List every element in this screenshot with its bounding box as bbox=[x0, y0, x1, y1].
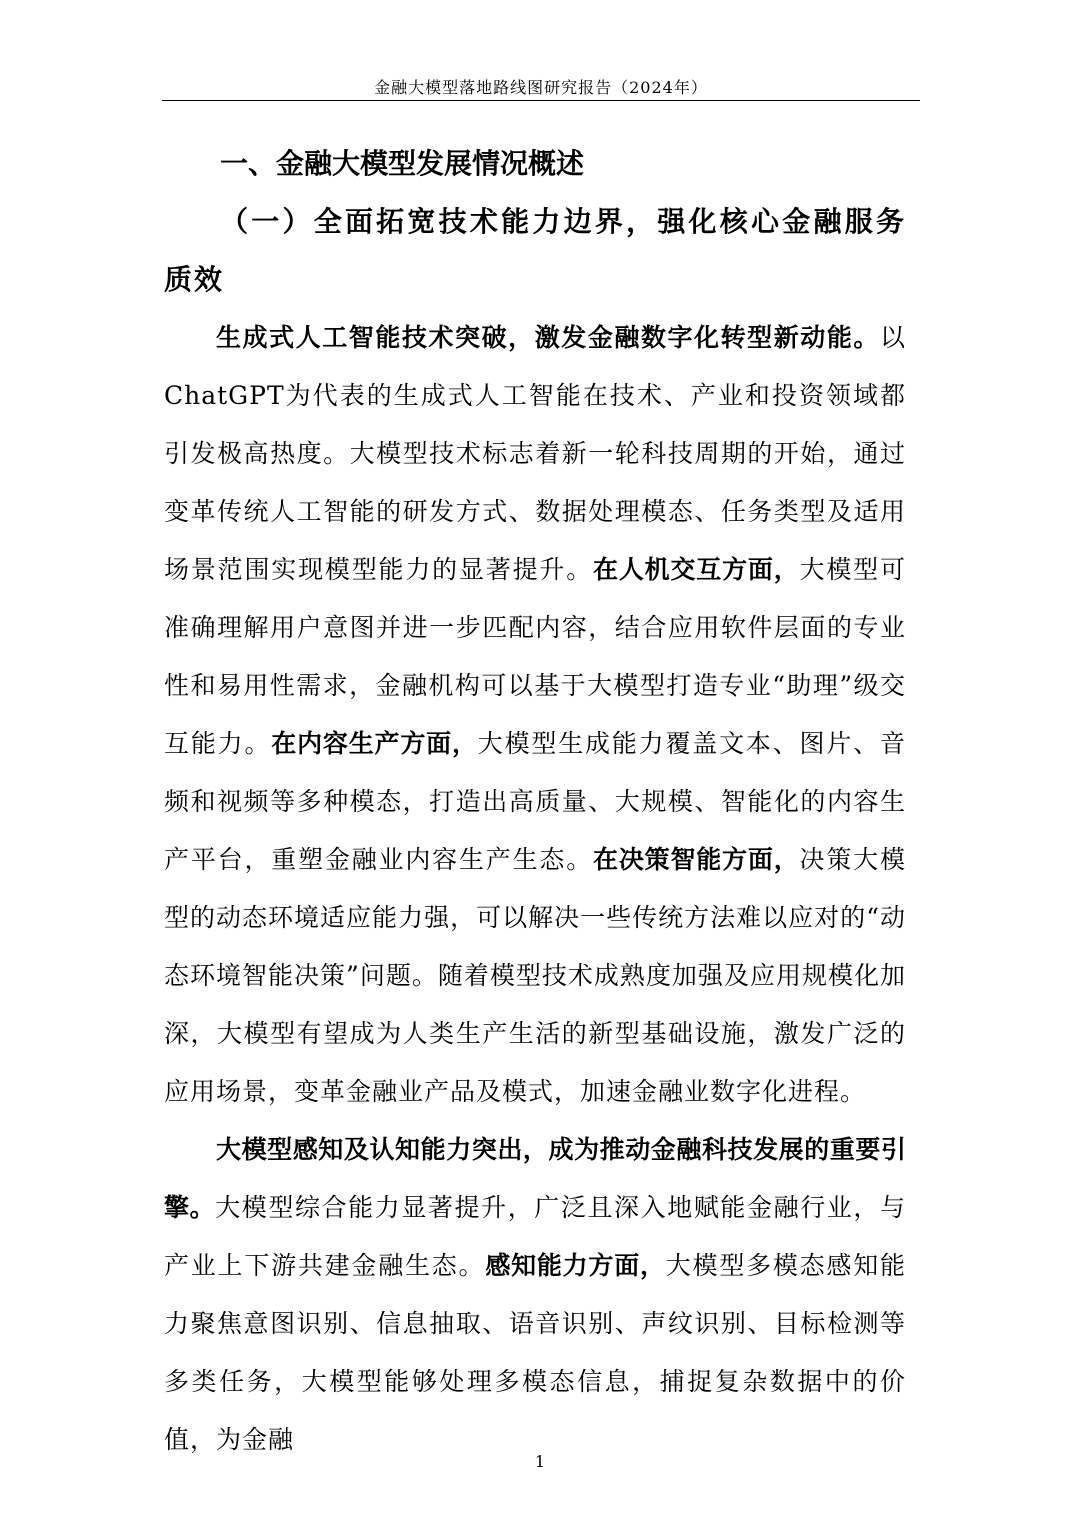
paragraph-2-text-1: 大模型综合能力显著提升，广泛且深入地赋能金融行业，与产业上下游共建金融生态。 bbox=[164, 1193, 906, 1280]
paragraph-1 bbox=[164, 309, 906, 1121]
header-divider bbox=[162, 100, 920, 101]
paragraph-2-text-2: 大模型多模态感知能力聚焦意图识别、信息抽取、语音识别、声纹识别、目标检测等多类任务，大模型能够处理多模态信息，捕捉复杂数据中的价值，为金融 bbox=[164, 1251, 906, 1454]
paragraph-2 bbox=[164, 1121, 906, 1469]
page-number: 1 bbox=[534, 1452, 546, 1471]
page-content bbox=[164, 135, 906, 1469]
running-header: 金融大模型落地路线图研究报告（2024年） bbox=[374, 78, 708, 97]
section-heading: 一、金融大模型发展情况概述 bbox=[220, 147, 585, 180]
subsection-heading: （一）全面拓宽技术能力边界，强化核心金融服务质效 bbox=[164, 205, 906, 296]
paragraph-1-text-1: 以ChatGPT为代表的生成式人工智能在技术、产业和投资领域都引发极高热度。大模型技术标志着新一轮科技周期的开始，通过变革传统人工智能的研发方式、数据处理模态、任务类型及适用场景范围实现模型能力的显著提升。 bbox=[164, 323, 906, 584]
paragraph-1-text-3: 大模型生成能力覆盖文本、图片、音频和视频等多种模态，打造出高质量、大规模、智能化的内容生产平台，重塑金融业内容生产生态。 bbox=[164, 729, 906, 874]
paragraph-1-bold-1: 在人机交互方面， bbox=[593, 555, 800, 584]
paragraph-2-bold-1: 感知能力方面， bbox=[485, 1251, 666, 1280]
paragraph-1-bold-2: 在内容生产方面， bbox=[271, 729, 478, 758]
paragraph-1-text-4: 决策大模型的动态环境适应能力强，可以解决一些传统方法难以应对的“动态环境智能决策”问题。随着模型技术成熟度加强及应用规模化加深，大模型有望成为人类生产生活的新型基础设施，激发广泛的应用场景，变革金融业产品及模式，加速金融业数字化进程。 bbox=[164, 845, 906, 1106]
paragraph-1-lead: 生成式人工智能技术突破，激发金融数字化转型新动能。 bbox=[216, 323, 880, 352]
paragraph-1-text-2: 大模型可准确理解用户意图并进一步匹配内容，结合应用软件层面的专业性和易用性需求，金融机构可以基于大模型打造专业“助理”级交互能力。 bbox=[164, 555, 906, 758]
paragraph-2-lead: 大模型感知及认知能力突出，成为推动金融科技发展的重要引擎。 bbox=[164, 1135, 906, 1222]
paragraph-1-bold-3: 在决策智能方面， bbox=[593, 845, 800, 874]
